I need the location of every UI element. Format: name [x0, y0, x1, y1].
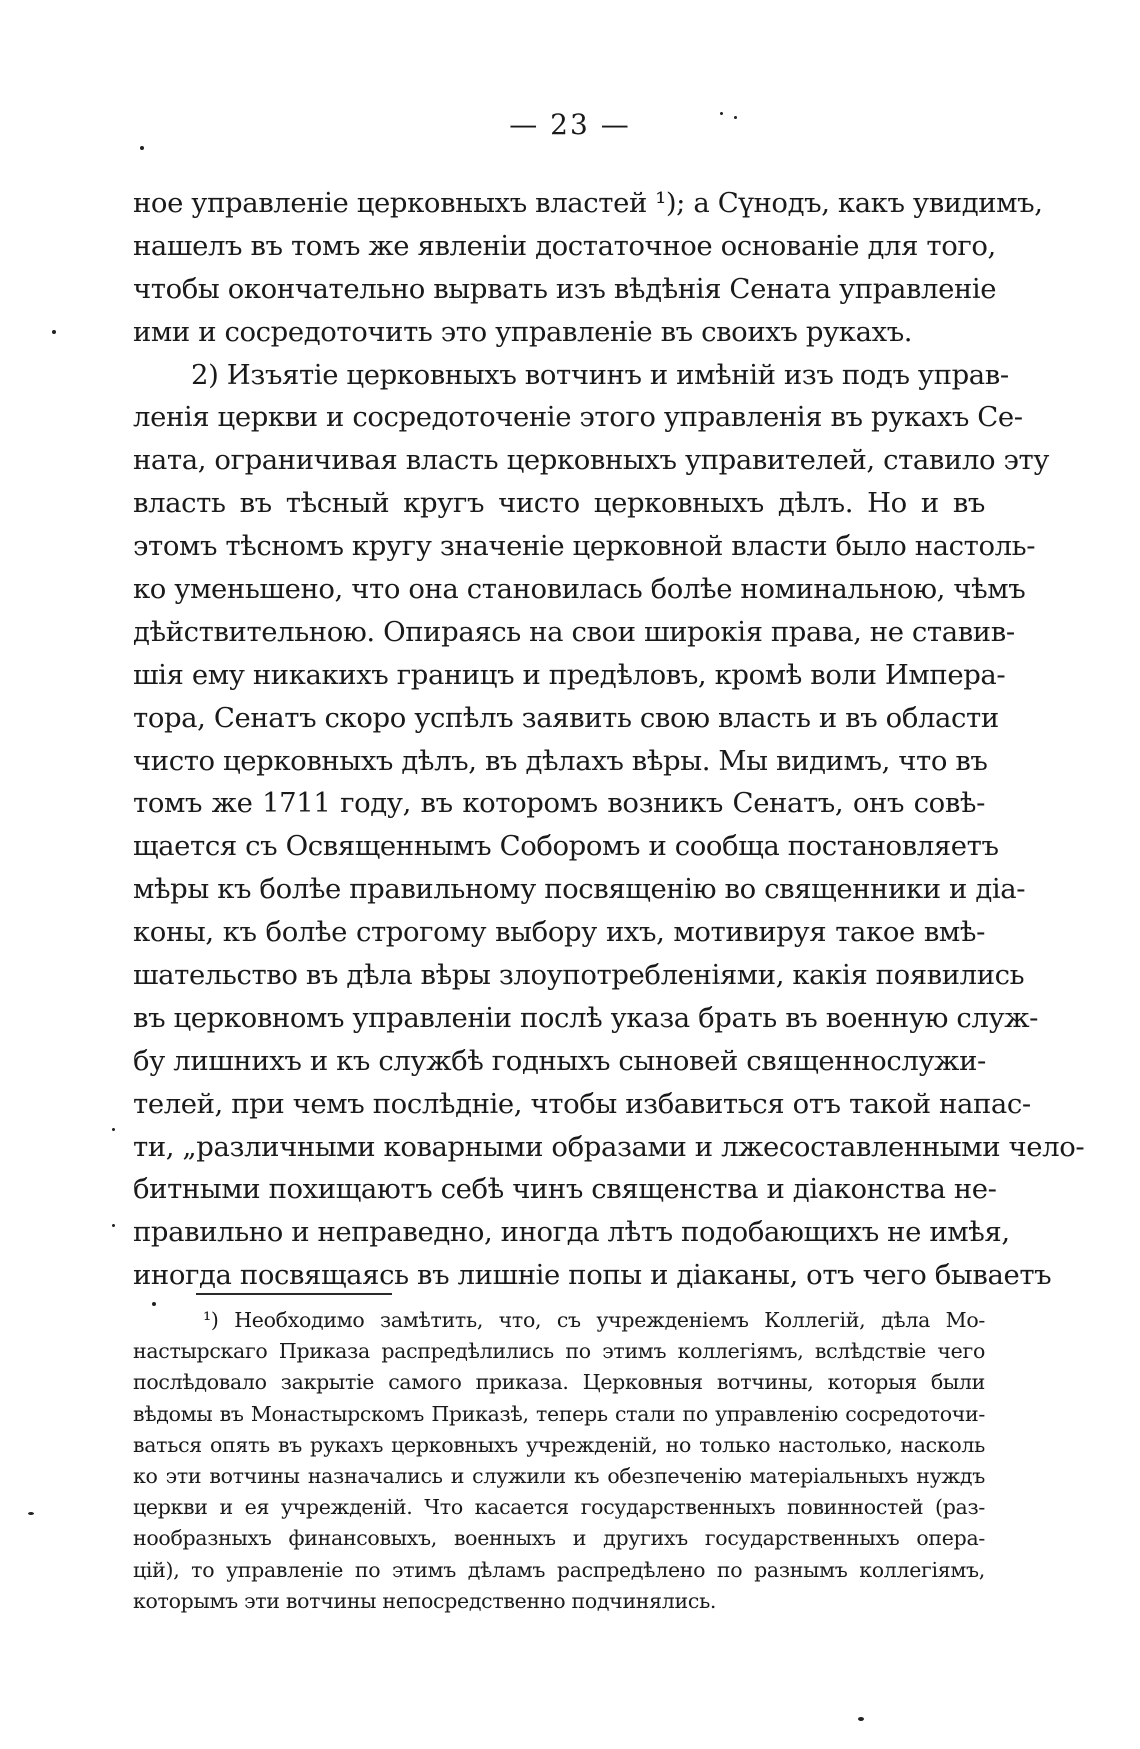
scan-speck: [140, 146, 144, 150]
text-line: мѣры къ болѣе правильному посвященію во священники и діа-: [133, 873, 1026, 906]
text-line: ти, „различными коварными образами и лжесоставленными чело-: [133, 1130, 1085, 1163]
text-line: томъ же 1711 году, въ которомъ возникъ Сенатъ, онъ совѣ-: [133, 787, 985, 820]
footnote-line: ко эти вотчины назначались и служили къ обезпеченію матеріальныхъ нуждъ: [133, 1463, 985, 1488]
text-line: чтобы окончательно вырвать изъ вѣдѣнія Сената управленіе: [133, 272, 997, 305]
footnote-line: послѣдовало закрытіе самого приказа. Церковныя вотчины, которыя были: [133, 1370, 985, 1395]
scan-speck: [28, 1512, 34, 1515]
text-line: ное управленіе церковныхъ властей ¹); а Сүнодъ, какъ увидимъ,: [133, 187, 1043, 219]
text-line: бу лишнихъ и къ службѣ годныхъ сыновей священнослужи-: [133, 1044, 986, 1077]
footnote-line: ваться опять въ рукахъ церковныхъ учрежденій, но только настолько, насколь: [133, 1432, 985, 1457]
scan-speck: [112, 1128, 115, 1131]
text-line: битными похищаютъ себѣ чинъ священства и діаконства не-: [133, 1173, 997, 1206]
scan-speck: [720, 112, 723, 115]
text-line: дѣйствительною. Опираясь на свои широкія права, не ставив-: [133, 615, 1015, 648]
scan-speck: [112, 1224, 115, 1227]
text-line: ленія церкви и сосредоточеніе этого управленія въ рукахъ Се-: [133, 401, 1023, 434]
footnote-line: нообразныхъ финансовыхъ, военныхъ и другихъ государственныхъ опера-: [133, 1526, 985, 1551]
text-line: правильно и неправедно, иногда лѣтъ подобающихъ не имѣя,: [133, 1216, 1010, 1249]
footnote-line: настырскаго Приказа распредѣлились по этимъ коллегіямъ, вслѣдствіе чего: [133, 1339, 985, 1364]
text-line: шательство въ дѣла вѣры злоупотребленіями, какія появились: [133, 959, 1025, 992]
scan-speck: [52, 330, 56, 334]
text-line: тора, Сенатъ скоро успѣлъ заявить свою власть и въ области: [133, 701, 999, 734]
footnote-divider: [196, 1293, 392, 1295]
text-line: 2) Изъятіе церковныхъ вотчинъ и имѣній изъ подъ управ-: [191, 358, 1009, 391]
text-line: ко уменьшено, что она становилась болѣе номинальною, чѣмъ: [133, 573, 1026, 606]
text-line: щается съ Освященнымъ Соборомъ и сообща постановляетъ: [133, 830, 999, 863]
text-line: коны, къ болѣе строгому выбору ихъ, мотивируя такое вмѣ-: [133, 916, 985, 949]
text-line: ната, ограничивая власть церковныхъ управителей, ставило эту: [133, 444, 1050, 477]
text-line: этомъ тѣсномъ кругу значеніе церковной власти было настоль-: [133, 530, 1036, 563]
text-line: нашелъ въ томъ же явленіи достаточное основаніе для того,: [133, 229, 996, 262]
text-line: въ церковномъ управленіи послѣ указа брать въ военную служ-: [133, 1001, 1039, 1034]
text-line: власть въ тѣсный кругъ чисто церковныхъ дѣлъ. Но и въ: [133, 487, 985, 520]
scan-speck: [858, 1717, 864, 1721]
scan-speck: [734, 116, 737, 119]
footnote: [133, 1305, 985, 1617]
footnote-line: вѣдомы въ Монастырскомъ Приказѣ, теперь стали по управленію сосредоточи-: [133, 1401, 985, 1426]
page-number: — 23 —: [509, 108, 631, 141]
footnote-line: церкви и ея учрежденій. Что касается государственныхъ повинностей (раз-: [133, 1495, 985, 1520]
text-line: ими и сосредоточить это управленіе въ своихъ рукахъ.: [133, 315, 913, 348]
scan-speck: [152, 1302, 156, 1306]
footnote-line: цій), то управленіе по этимъ дѣламъ распредѣлено по разнымъ коллегіямъ,: [133, 1557, 985, 1582]
text-line: телей, при чемъ послѣдніе, чтобы избавиться отъ такой напас-: [133, 1087, 1031, 1120]
main-text: [133, 182, 1085, 1297]
text-line: иногда посвящаясь въ лишніе попы и діаканы, отъ чего бываетъ: [133, 1259, 1052, 1292]
text-line: чисто церковныхъ дѣлъ, въ дѣлахъ вѣры. Мы видимъ, что въ: [133, 744, 988, 777]
text-line: шія ему никакихъ границъ и предѣловъ, кромѣ воли Импера-: [133, 658, 1006, 691]
footnote-line: которымъ эти вотчины непосредственно подчинялись.: [133, 1588, 717, 1613]
footnote-line: ¹) Необходимо замѣтить, что, съ учрежденіемъ Коллегій, дѣла Мо-: [203, 1308, 985, 1332]
